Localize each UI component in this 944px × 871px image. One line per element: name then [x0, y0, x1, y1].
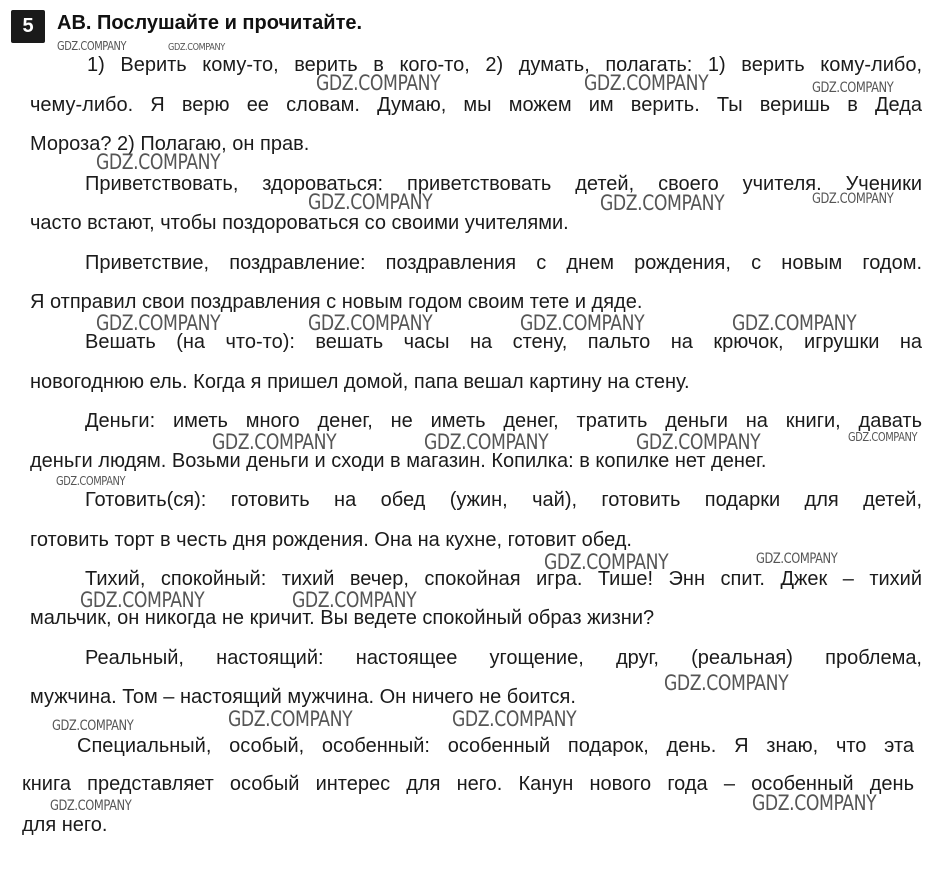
text-line: Тихий, спокойный: тихий вечер, спокойная игра. Тише! Энн спит. Джек – тихий	[85, 568, 922, 590]
text-line: мужчина. Том – настоящий мужчина. Он ничего не боится.	[30, 686, 576, 708]
watermark-text: GDZ.COMPANY	[96, 311, 221, 335]
watermark-text: GDZ.COMPANY	[308, 190, 433, 214]
watermark-text: GDZ.COMPANY	[756, 551, 838, 567]
watermark-text: GDZ.COMPANY	[520, 311, 645, 335]
text-line: книга представляет особый интерес для него. Канун нового года – особенный день	[22, 773, 914, 795]
text-line: мальчик, он никогда не кричит. Вы ведете спокойный образ жизни?	[30, 607, 655, 629]
text-line: 1) Верить кому-то, верить в кого-то, 2) думать, полагать: 1) верить кому-либо,	[87, 54, 922, 76]
watermark-text: GDZ.COMPANY	[848, 430, 918, 444]
exercise-number-badge: 5	[11, 10, 45, 43]
watermark-text: GDZ.COMPANY	[57, 39, 127, 53]
watermark-text: GDZ.COMPANY	[292, 588, 417, 612]
watermark-text: GDZ.COMPANY	[50, 798, 132, 814]
watermark-text: GDZ.COMPANY	[308, 311, 433, 335]
text-line: чему-либо. Я верю ее словам. Думаю, мы можем им верить. Ты веришь в Деда	[30, 94, 922, 116]
text-line: Вешать (на что-то): вешать часы на стену, пальто на крючок, игрушки на	[85, 331, 922, 353]
text-line: новогоднюю ель. Когда я пришел домой, папа вешал картину на стену.	[30, 371, 690, 393]
text-line: Деньги: иметь много денег, не иметь денег, тратить деньги на книги, давать	[85, 410, 922, 432]
watermark-text: GDZ.COMPANY	[664, 671, 789, 695]
watermark-text: GDZ.COMPANY	[584, 71, 709, 95]
text-line: для него.	[22, 814, 108, 836]
text-line: Приветствовать, здороваться: приветствовать детей, своего учителя. Ученики	[85, 173, 922, 195]
watermark-text: GDZ.COMPANY	[600, 191, 725, 215]
watermark-text: GDZ.COMPANY	[452, 707, 577, 731]
text-line: Специальный, особый, особенный: особенный подарок, день. Я знаю, что эта	[77, 735, 914, 757]
text-line: Я отправил свои поздравления с новым годом своим тете и дяде.	[30, 291, 643, 313]
exercise-title: АВ. Послушайте и прочитайте.	[57, 12, 363, 34]
watermark-text: GDZ.COMPANY	[812, 191, 894, 207]
watermark-text: GDZ.COMPANY	[96, 150, 221, 174]
text-line: деньги людям. Возьми деньги и сходи в магазин. Копилка: в копилке нет денег.	[30, 450, 767, 472]
watermark-text: GDZ.COMPANY	[56, 474, 126, 488]
watermark-text: GDZ.COMPANY	[424, 430, 549, 454]
watermark-text: GDZ.COMPANY	[544, 550, 669, 574]
text-line: Готовить(ся): готовить на обед (ужин, чай), готовить подарки для детей,	[85, 489, 922, 511]
watermark-text: GDZ.COMPANY	[228, 707, 353, 731]
text-line: часто встают, чтобы поздороваться со своими учителями.	[30, 212, 569, 234]
watermark-text: GDZ.COMPANY	[316, 71, 441, 95]
text-line: Мороза? 2) Полагаю, он прав.	[30, 133, 310, 155]
text-line: Реальный, настоящий: настоящее угощение, друг, (реальная) проблема,	[85, 647, 922, 669]
text-line: готовить торт в честь дня рождения. Она на кухне, готовит обед.	[30, 529, 632, 551]
text-line: Приветствие, поздравление: поздравления с днем рождения, с новым годом.	[85, 252, 922, 274]
watermark-text: GDZ.COMPANY	[752, 791, 877, 815]
watermark-text: GDZ.COMPANY	[812, 80, 894, 96]
watermark-text: GDZ.COMPANY	[52, 718, 134, 734]
watermark-text: GDZ.COMPANY	[168, 42, 225, 53]
watermark-text: GDZ.COMPANY	[636, 430, 761, 454]
watermark-text: GDZ.COMPANY	[212, 430, 337, 454]
watermark-text: GDZ.COMPANY	[732, 311, 857, 335]
watermark-text: GDZ.COMPANY	[80, 588, 205, 612]
